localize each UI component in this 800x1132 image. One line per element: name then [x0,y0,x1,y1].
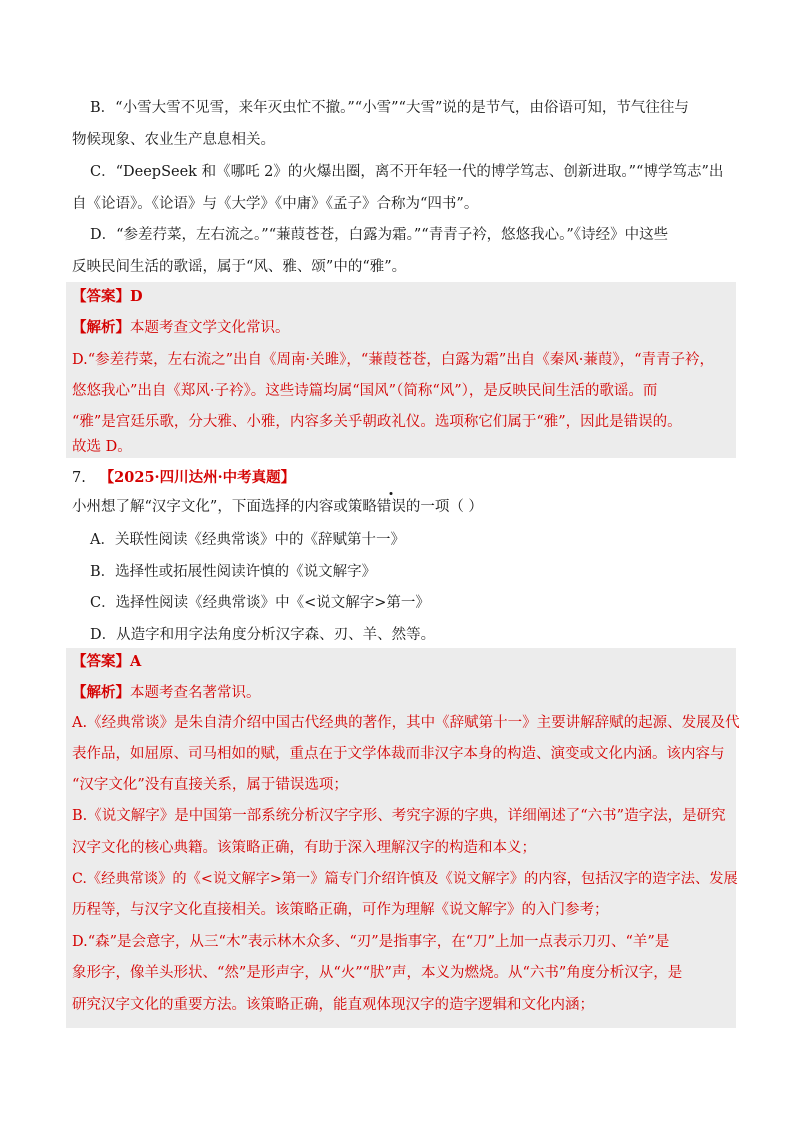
q7-analysis-line: D.“森”是会意字，从三“木”表示林木众多、“刃”是指事字，在“刀”上加一点表示刀刃、“羊”是 [72,934,670,950]
q7-number: 7. [72,470,86,486]
q7-source: 【2025·四川达州·中考真题】 [99,469,296,486]
q6-analysis-line: D.“参差荇菜，左右流之”出自《周南·关雎》，“蒹葭苍苍，白露为霜”出自《秦风·蒹葭》，“青青子衿， [72,352,714,368]
q7-analysis-line: “汉字文化”没有直接关系，属于错误选项； [72,777,348,793]
q7-heading [72,468,742,488]
q6-analysis-line: 悠悠我心”出自《郑风·子衿》。这些诗篇均属“国风”（简称“风”），是反映民间生活的歌谣。而 [72,383,658,399]
q7-analysis-line: C.《经典常谈》的《<说文解字>第一》篇专门介绍许慎及《说文解字》的内容，包括汉字的造字法、发展 [72,871,738,887]
q7-stem-before: 小州想了解“汉字文化”，下面选择的内容或策略 [72,499,377,515]
q6-analysis-heading [72,318,742,338]
q6-answer-value: D [130,288,143,305]
q7-option-d: D．从造字和用字法角度分析汉字森、刃、羊、然等。 [90,627,436,643]
q6-option-d-line2: 反映民间生活的歌谣，属于“风、雅、颂”中的“雅”。 [72,259,407,275]
q7-analysis-line: B.《说文解字》是中国第一部系统分析汉字字形、考究字源的字典，详细阐述了“六书”造字法，是研究 [72,808,726,824]
q6-option-d-line1: D．“参差荇菜，左右流之。”“蒹葭苍苍，白露为霜。”“青青子衿，悠悠我心。”《诗经》中这些 [90,227,669,243]
q6-option-c-line2: 自《论语》。《论语》与《大学》《中庸》《孟子》合称为“四书”。 [72,196,479,212]
q7-analysis-line: 研究汉字文化的重要方法。该策略正确，能直观体现汉字的造字逻辑和文化内涵； [72,997,594,1013]
q7-analysis-heading [72,683,742,703]
q7-analysis-label: 【解析】 [72,684,130,701]
q6-analysis-line: “雅”是宫廷乐歌，分大雅、小雅，内容多关乎朝政礼仪。选项称它们属于“雅”，因此是错误的。 [72,414,682,430]
q6-option-b-line1: B．“小雪大雪不见雪，来年灭虫忙不撤。”“小雪”“大雪”说的是节气，由俗语可知，节气往往与 [90,100,689,116]
q7-analysis-line: 象形字，像羊头形状、“然”是形声字，从“火”“肰”声，本义为燃烧。从“六书”角度分析汉字，是 [72,965,683,981]
q6-analysis-label: 【解析】 [72,319,130,336]
q7-stem-after: 的一项（ ） [405,499,483,515]
q7-option-a: A．关联性阅读《经典常谈》中的《辞赋第十一》 [90,532,405,548]
q7-analysis-intro: 本题考查名著常识。 [130,685,261,701]
q7-analysis-line: 汉字文化的核心典籍。该策略正确，有助于深入理解汉字的构造和本义； [72,840,536,856]
q7-answer-value: A [130,653,142,670]
q6-option-b-line2: 物候现象、农业生产息息相关。 [72,132,275,148]
q7-analysis-line: 表作品，如屈原、司马相如的赋，重点在于文学体裁而非汉字本身的构造、演变或文化内涵。该内容与 [72,746,725,762]
q6-analysis-intro: 本题考查文学文化常识。 [130,320,290,336]
q7-analysis-line: 历程等，与汉字文化直接相关。该策略正确，可作为理解《说文解字》的入门参考； [72,902,609,918]
q7-answer-label: 【答案】 [72,653,130,670]
q7-stem-emph: 错误 [376,499,406,515]
q6-analysis-line: 故选 D。 [72,439,132,455]
q6-answer-label: 【答案】 [72,288,130,305]
q6-answer [72,287,742,307]
q7-option-b: B．选择性或拓展性阅读许慎的《说文解字》 [90,564,377,580]
q6-option-c-line1: C．“DeepSeek 和《哪吒 2》的火爆出圈，离不开年轻一代的博学笃志、创新进取。”“博学笃志”出 [90,164,724,180]
q7-option-c: C．选择性阅读《经典常谈》中《<说文解字>第一》 [90,595,430,611]
q7-answer [72,652,742,672]
q7-analysis-line: A.《经典常谈》是朱自清介绍中国古代经典的著作，其中《辞赋第十一》主要讲解辞赋的起源、发展及代 [72,715,740,731]
q7-stem [72,497,742,517]
